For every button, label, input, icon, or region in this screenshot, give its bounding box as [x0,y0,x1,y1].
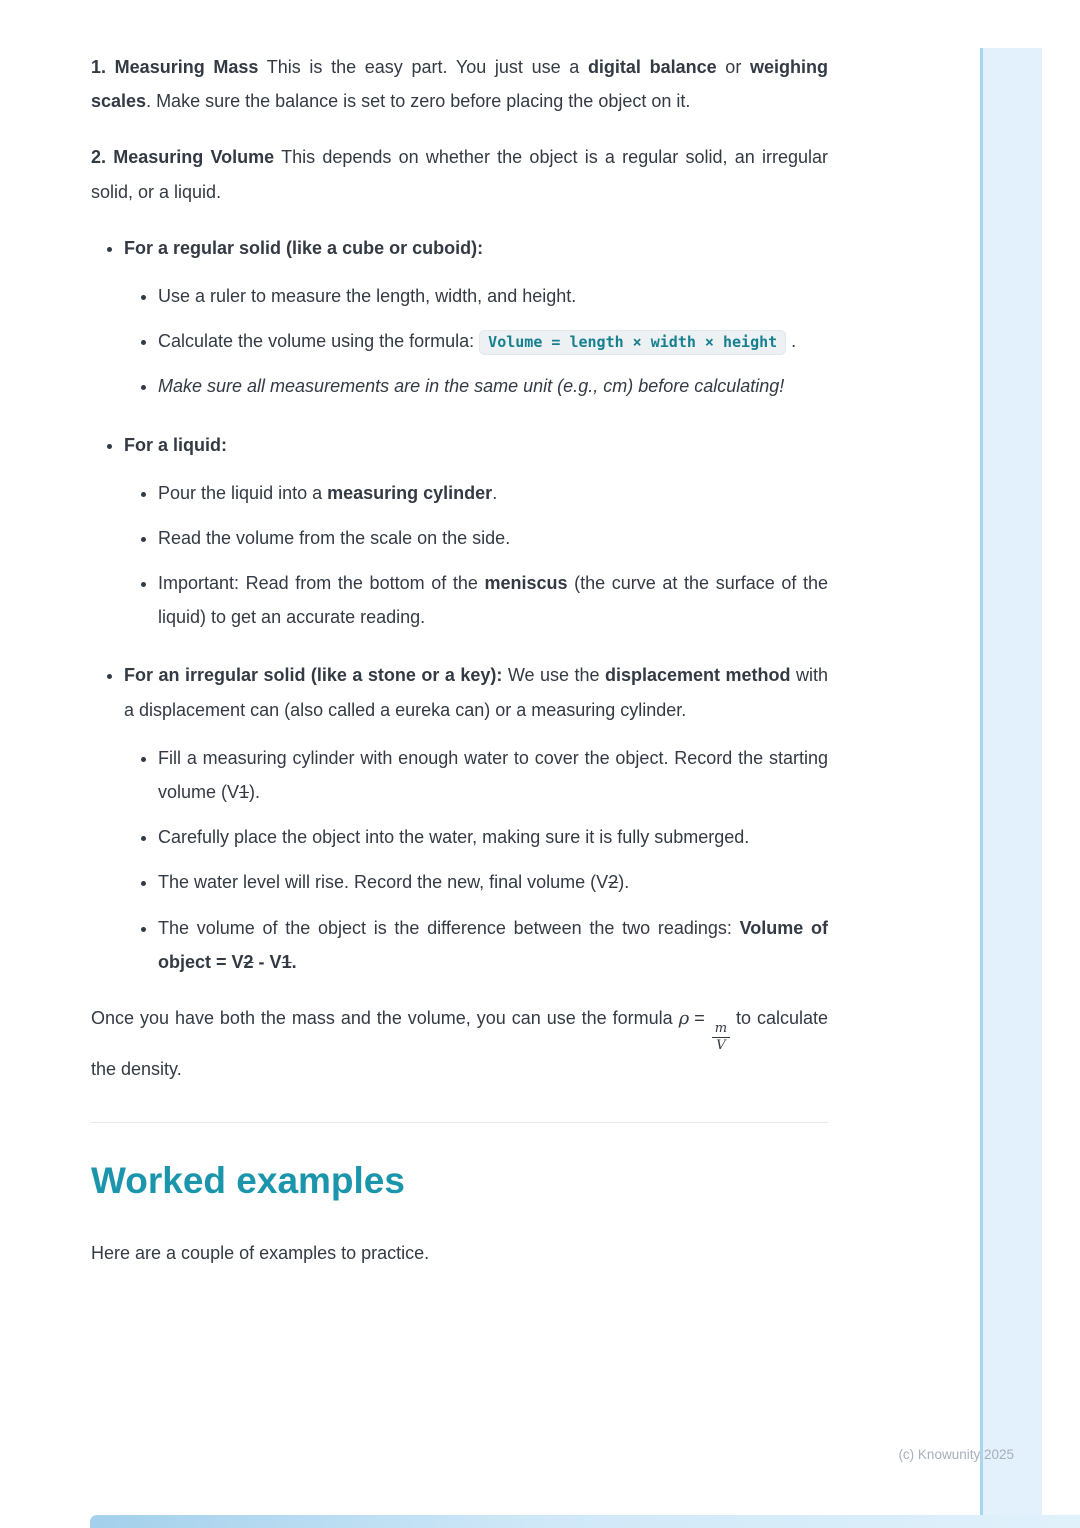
method-list [91,231,828,979]
step-volume-difference [158,911,828,979]
step-fill-cylinder [158,741,828,809]
next-page-edge [90,1515,1080,1528]
list-item-irregular-solid [124,658,828,979]
text-segment: Once you have both the mass and the volume, you can use the formula [91,1007,679,1028]
regular-solid-header: For a regular solid (like a cube or cuboid): [124,237,484,258]
text-segment: Carefully place the object into the water, making sure it is fully submerged. [158,827,750,848]
measuring-mass-label: 1. Measuring Mass [91,57,259,77]
text-segment: (the curve at the surface of the liquid) to get an accurate reading. [158,573,828,628]
regular-solid-steps [124,279,828,404]
v1-subscript: 1 [281,951,292,972]
text-segment: . [492,482,498,503]
rho-symbol: ρ [678,1007,690,1029]
text-segment: . [786,331,797,352]
text-segment: Make sure all measurements are in the same unit (e.g., cm) before calculating! [158,376,785,397]
fraction-numerator: m [712,1022,730,1038]
paragraph-measuring-volume [91,140,828,208]
step-meniscus [158,566,828,634]
section-divider [91,1122,828,1123]
text-segment: ). [249,782,261,802]
step-read-scale [158,521,828,555]
volume-formula-code: Volume = length × width × height [479,330,786,355]
text-segment: Read the volume from the scale on the side. [158,527,511,548]
text-segment: This depends on whether the object is a regular solid, an irregular solid, or a liquid. [91,147,828,202]
volume-difference-formula: - V [253,951,282,972]
text-segment: or [716,57,750,77]
note-same-units [158,369,828,403]
step-use-ruler [158,279,828,313]
step-calculate-volume [158,324,828,358]
v2-subscript: 2 [243,951,254,972]
v2-subscript: 2 [608,872,619,893]
text-segment: Important: Read from the bottom of the [158,573,485,594]
paragraph-density-formula [91,1001,828,1086]
measuring-cylinder-term: measuring cylinder [327,482,493,503]
density-formula [678,1007,730,1053]
paragraph-examples-intro [91,1236,828,1270]
list-item-liquid [124,428,828,635]
equals-sign: = [694,1007,705,1028]
irregular-solid-steps [124,741,828,979]
page-edge-strip [980,48,1042,1528]
liquid-header: For a liquid: [124,434,227,455]
text-segment: with a displacement can (also called a eureka can) or a measuring cylinder. [124,665,828,720]
meniscus-term: meniscus [484,573,568,594]
list-item-regular-solid [124,231,828,404]
step-pour-liquid [158,476,828,510]
text-segment: Pour the liquid into a [158,482,328,503]
text-segment: This is the easy part. You just use a [258,57,588,77]
notes-content [91,50,828,1292]
volume-difference-formula: Volume of object = V [158,917,829,972]
text-segment: Calculate the volume using the formula: [158,331,480,352]
text-segment: The volume of the object is the difference between the two readings: [158,917,740,938]
text-segment: The water level will rise. Record the new, final volume (V [158,872,609,893]
text-segment: to calculate the density. [91,1007,828,1080]
step-record-final [158,865,828,899]
digital-balance-term: digital balance [587,57,717,77]
weighing-scales-term: weighing scales [91,57,828,112]
text-segment: Use a ruler to measure the length, width, and height. [158,285,577,306]
fraction-denominator: V [716,1037,726,1053]
mass-over-volume-fraction [712,1022,730,1052]
text-segment: . Make sure the balance is set to zero before placing the object on it. [146,91,691,112]
irregular-solid-header: For an irregular solid (like a stone or a key): [124,665,503,686]
text-segment: . [291,951,297,972]
worked-examples-heading: Worked examples [91,1160,405,1202]
paragraph-measuring-mass [91,50,828,118]
text-segment: Here are a couple of examples to practice. [91,1242,430,1263]
step-place-object [158,820,828,854]
copyright-note: (c) Knowunity 2025 [898,1447,1014,1462]
measuring-volume-label: 2. Measuring Volume [91,147,275,168]
text-segment: We use the [502,665,605,686]
text-segment: ). [618,872,630,893]
displacement-method-term: displacement method [605,665,791,686]
v1-subscript: 1 [239,782,250,802]
text-segment: Fill a measuring cylinder with enough water to cover the object. Record the starting volume (V [158,747,828,802]
liquid-steps [124,476,828,635]
